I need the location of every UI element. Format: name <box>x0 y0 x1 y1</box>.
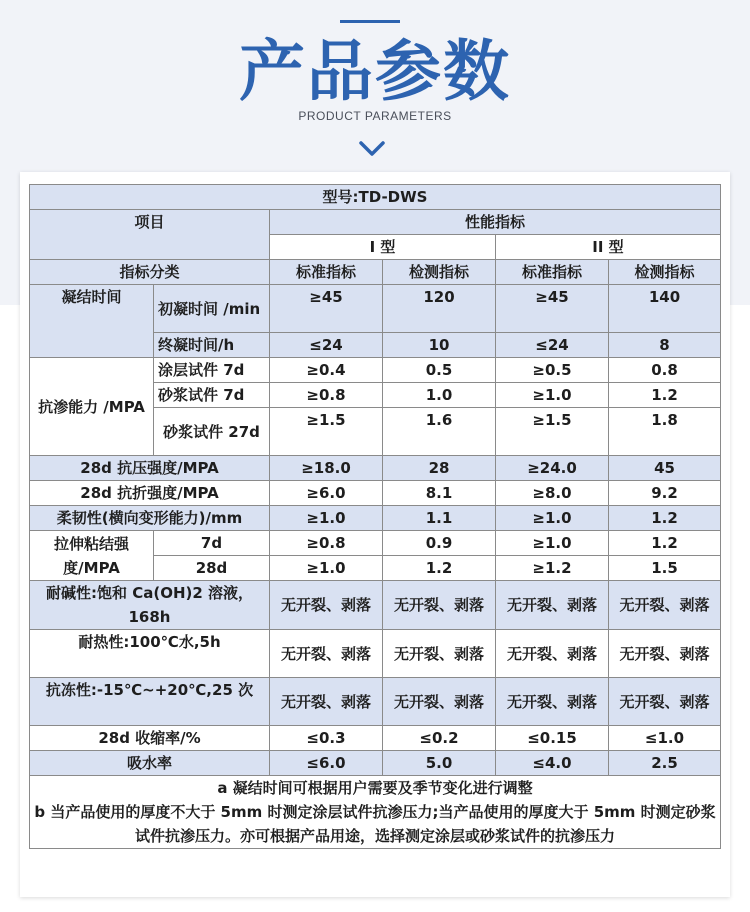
table-cell: ≥1.5 <box>496 408 609 456</box>
table-cell: ≥8.0 <box>496 481 609 506</box>
table-row <box>30 531 721 556</box>
table-cell: 无开裂、剥落 <box>609 678 721 726</box>
chevron-down-icon <box>358 140 386 158</box>
table-cell: 1.2 <box>609 531 721 556</box>
table-row <box>30 726 721 751</box>
table-cell: 无开裂、剥落 <box>270 678 383 726</box>
page-subtitle: PRODUCT PARAMETERS <box>298 109 452 123</box>
col-standard-2: 标准指标 <box>496 260 609 285</box>
table-cell: ≤24 <box>496 333 609 358</box>
table-cell: 140 <box>609 285 721 333</box>
table-row <box>30 506 721 531</box>
table-row <box>30 456 721 481</box>
table-row <box>30 358 721 383</box>
row-label: 耐碱性:饱和 Ca(OH)2 溶液，168h <box>30 581 270 630</box>
table-cell: 1.2 <box>383 556 496 581</box>
page-title: 产品参数 <box>239 33 511 110</box>
table-cell: ≤0.3 <box>270 726 383 751</box>
row-label: 28d 抗压强度/MPA <box>30 456 270 481</box>
table-cell: ≤24 <box>270 333 383 358</box>
table-cell: 1.2 <box>609 506 721 531</box>
table-cell: 5.0 <box>383 751 496 776</box>
row-label: 砂浆试件 27d <box>154 408 270 456</box>
col-standard-1: 标准指标 <box>270 260 383 285</box>
row-label: 28d 抗折强度/MPA <box>30 481 270 506</box>
table-cell: 无开裂、剥落 <box>609 630 721 678</box>
table-cell: 无开裂、剥落 <box>270 630 383 678</box>
category-header: 指标分类 <box>30 260 270 285</box>
table-row <box>30 630 721 678</box>
table-cell: ≥45 <box>270 285 383 333</box>
spec-table <box>29 184 721 849</box>
row-label: 7d <box>154 531 270 556</box>
table-cell: 无开裂、剥落 <box>496 678 609 726</box>
row-label: 柔韧性(横向变形能力)/mm <box>30 506 270 531</box>
table-cell: ≤1.0 <box>609 726 721 751</box>
table-cell: 9.2 <box>609 481 721 506</box>
table-cell: ≤0.2 <box>383 726 496 751</box>
row-label: 初凝时间 /min <box>154 285 270 333</box>
impermeability-group: 抗渗能力 /MPA <box>30 358 154 456</box>
table-cell: ≤0.15 <box>496 726 609 751</box>
table-cell: 无开裂、剥落 <box>496 630 609 678</box>
table-cell: 0.8 <box>609 358 721 383</box>
table-row <box>30 481 721 506</box>
row-label: 耐热性:100℃水,5h <box>30 630 270 678</box>
table-cell: 8 <box>609 333 721 358</box>
table-cell: ≥1.0 <box>270 556 383 581</box>
model-cell: 型号:TD-DWS <box>30 185 721 210</box>
table-cell: 无开裂、剥落 <box>383 581 496 630</box>
table-cell: 无开裂、剥落 <box>270 581 383 630</box>
header-row <box>30 210 721 235</box>
note-a: a 凝结时间可根据用户需要及季节变化进行调整 <box>217 779 533 797</box>
row-label: 吸水率 <box>30 751 270 776</box>
type1-header: I 型 <box>270 235 496 260</box>
table-cell: ≥0.8 <box>270 383 383 408</box>
table-cell: 8.1 <box>383 481 496 506</box>
table-cell: 0.9 <box>383 531 496 556</box>
table-cell: 2.5 <box>609 751 721 776</box>
setting-group: 凝结时间 <box>30 285 154 358</box>
table-cell: 1.2 <box>609 383 721 408</box>
table-cell: 1.0 <box>383 383 496 408</box>
note-b: b 当产品使用的厚度不大于 5mm 时测定涂层试件抗渗压力;当产品使用的厚度大于 5mm 时测定砂浆试件抗渗压力。亦可根据产品用途，选择测定涂层或砂浆试件的抗渗压力 <box>34 803 716 845</box>
category-row <box>30 260 721 285</box>
table-row <box>30 751 721 776</box>
table-cell: ≥1.0 <box>496 506 609 531</box>
row-label: 抗冻性:-15℃~+20℃,25 次 <box>30 678 270 726</box>
table-row <box>30 678 721 726</box>
table-cell: ≥0.5 <box>496 358 609 383</box>
table-cell: ≥1.2 <box>496 556 609 581</box>
table-cell: ≥6.0 <box>270 481 383 506</box>
table-cell: 无开裂、剥落 <box>496 581 609 630</box>
type2-header: II 型 <box>496 235 721 260</box>
table-cell: 1.1 <box>383 506 496 531</box>
table-cell: 28 <box>383 456 496 481</box>
table-cell: ≤4.0 <box>496 751 609 776</box>
table-cell: 0.5 <box>383 358 496 383</box>
table-cell: ≥45 <box>496 285 609 333</box>
table-cell: ≥24.0 <box>496 456 609 481</box>
notes-row <box>30 776 721 849</box>
table-row <box>30 285 721 333</box>
table-cell: 1.6 <box>383 408 496 456</box>
table-cell: 无开裂、剥落 <box>383 630 496 678</box>
col-tested-2: 检测指标 <box>609 260 721 285</box>
table-cell: ≥1.0 <box>270 506 383 531</box>
row-label: 28d 收缩率/% <box>30 726 270 751</box>
item-header: 项目 <box>30 210 270 260</box>
performance-header: 性能指标 <box>270 210 721 235</box>
table-cell: ≤6.0 <box>270 751 383 776</box>
table-cell: ≥0.8 <box>270 531 383 556</box>
table-cell: 无开裂、剥落 <box>609 581 721 630</box>
title-accent-rule <box>340 20 400 23</box>
row-label: 涂层试件 7d <box>154 358 270 383</box>
row-label: 28d <box>154 556 270 581</box>
table-cell: ≥1.0 <box>496 383 609 408</box>
table-cell: 10 <box>383 333 496 358</box>
model-row <box>30 185 721 210</box>
row-label: 终凝时间/h <box>154 333 270 358</box>
table-cell: 45 <box>609 456 721 481</box>
notes-cell <box>30 776 721 849</box>
table-cell: 120 <box>383 285 496 333</box>
table-cell: 1.8 <box>609 408 721 456</box>
table-cell: ≥0.4 <box>270 358 383 383</box>
col-tested-1: 检测指标 <box>383 260 496 285</box>
bond-group: 拉伸粘结强度/MPA <box>30 531 154 581</box>
table-cell: ≥1.0 <box>496 531 609 556</box>
table-cell: 无开裂、剥落 <box>383 678 496 726</box>
row-label: 砂浆试件 7d <box>154 383 270 408</box>
table-cell: ≥1.5 <box>270 408 383 456</box>
table-cell: ≥18.0 <box>270 456 383 481</box>
table-row <box>30 581 721 630</box>
table-cell: 1.5 <box>609 556 721 581</box>
